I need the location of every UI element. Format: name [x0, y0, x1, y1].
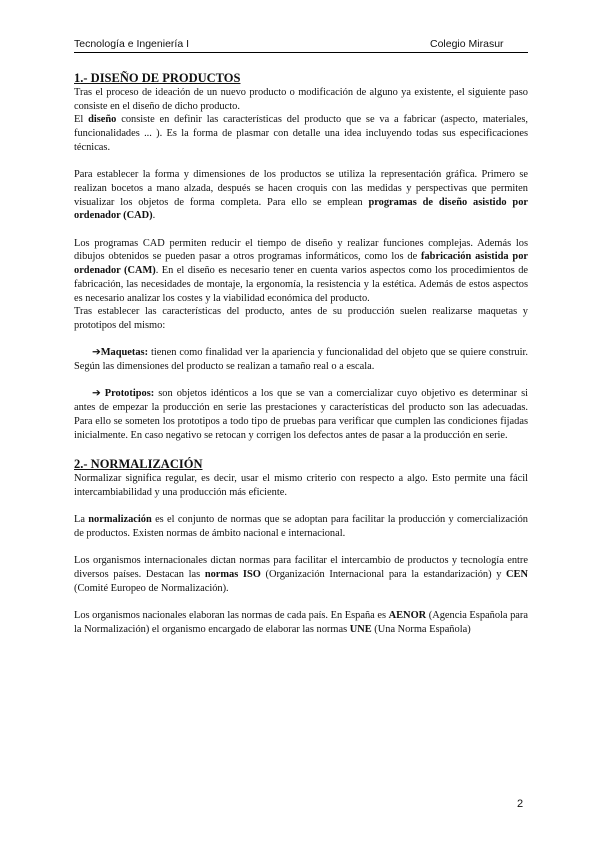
section-1-title: 1.- DISEÑO DE PRODUCTOS [74, 71, 241, 85]
section-2-paragraph-1: Normalizar significa regular, es decir, usar el mismo criterio con respecto a algo. Esto permite una fácil intercambiabilidad y una producción más eficiente. [74, 472, 528, 498]
section-1-paragraph-4: Los programas CAD permiten reducir el tiempo de diseño y realizar funciones complejas. Además los dibujos obtenidos se pueden pasar a otros programas informáticos, como los de fabricación asistida por ordenador (CAM). En el diseño es necesario tener en cuenta varios aspectos como los procedimientos de fabricación, las necesidades de montaje, la ergonomía, la resistencia y la estética. Además de estos aspectos es necesario analizar los costes y la viabilidad económica del producto. [74, 237, 529, 304]
section-1-paragraph-5: Tras establecer las características del producto, antes de su producción suelen realizarse maquetas y prototipos del mismo: [74, 306, 528, 331]
section-1-paragraph-2: El diseño consiste en definir las características del producto que se va a fabricar (aspecto, materiales, funcionalidades ... ). Es la forma de plasmar con detalle una idea incluyendo todas sus especificaciones técnicas. [74, 114, 528, 153]
section-2-title: 2.- NORMALIZACIÓN [74, 456, 203, 471]
section-1-paragraph-3: Para establecer la forma y dimensiones de los productos se utiliza la representación gráfica. Primero se realizan bocetos a mano alzada, después se hacen croquis con las medidas y perspectivas que permiten visualizar los objetos de forma completa. Para ello se emplean programas de diseño asistido por ordenador (CAD). [74, 169, 528, 222]
arrow-icon: ➔ [92, 388, 101, 400]
document-body [74, 70, 528, 636]
prototipos-item: ➔ Prototipos: son objetos idénticos a los que se van a comercializar cuyo objetivo es determinar si antes de empezar la producción en serie las prestaciones y características del producto son las adecuadas. Para ello se someten los prototipos a todo tipo de pruebas para verificar que cumplen las condiciones fijadas inicialmente. En caso negativo se retocan y corrigen los defectos antes de pasar a la producción en serie. [74, 388, 528, 441]
page-header [74, 38, 528, 53]
section-1-paragraph-1: Tras el proceso de ideación de un nuevo producto o modificación de alguno ya existente, el siguiente paso consiste en el diseño de dicho producto. [74, 87, 528, 112]
arrow-icon: ➔ [92, 347, 101, 359]
section-2-paragraph-4: Los organismos nacionales elaboran las normas de cada país. En España es AENOR (Agencia Española para la Normalización) el organismo encargado de elaborar las normas UNE (Una Norma Española) [74, 609, 528, 635]
header-subject: Tecnología e Ingeniería I [74, 38, 189, 50]
page-number: 2 [517, 798, 524, 810]
section-2-paragraph-3: Los organismos internacionales dictan normas para facilitar el intercambio de productos y tecnología entre diversos países. Destacan las normas ISO (Organización Internacional para la estandarización) y CEN (Comité Europeo de Normalización). [74, 555, 528, 594]
maquetas-item: ➔Maquetas: tienen como finalidad ver la apariencia y funcionalidad del objeto que se quiere construir. Según las dimensiones del producto se realizan a tamaño real o a escala. [74, 347, 528, 373]
section-2-paragraph-2: La normalización es el conjunto de normas que se adoptan para facilitar la producción y comercialización de productos. Existen normas de ámbito nacional e internacional. [74, 514, 528, 539]
header-school: Colegio Mirasur [430, 38, 504, 50]
